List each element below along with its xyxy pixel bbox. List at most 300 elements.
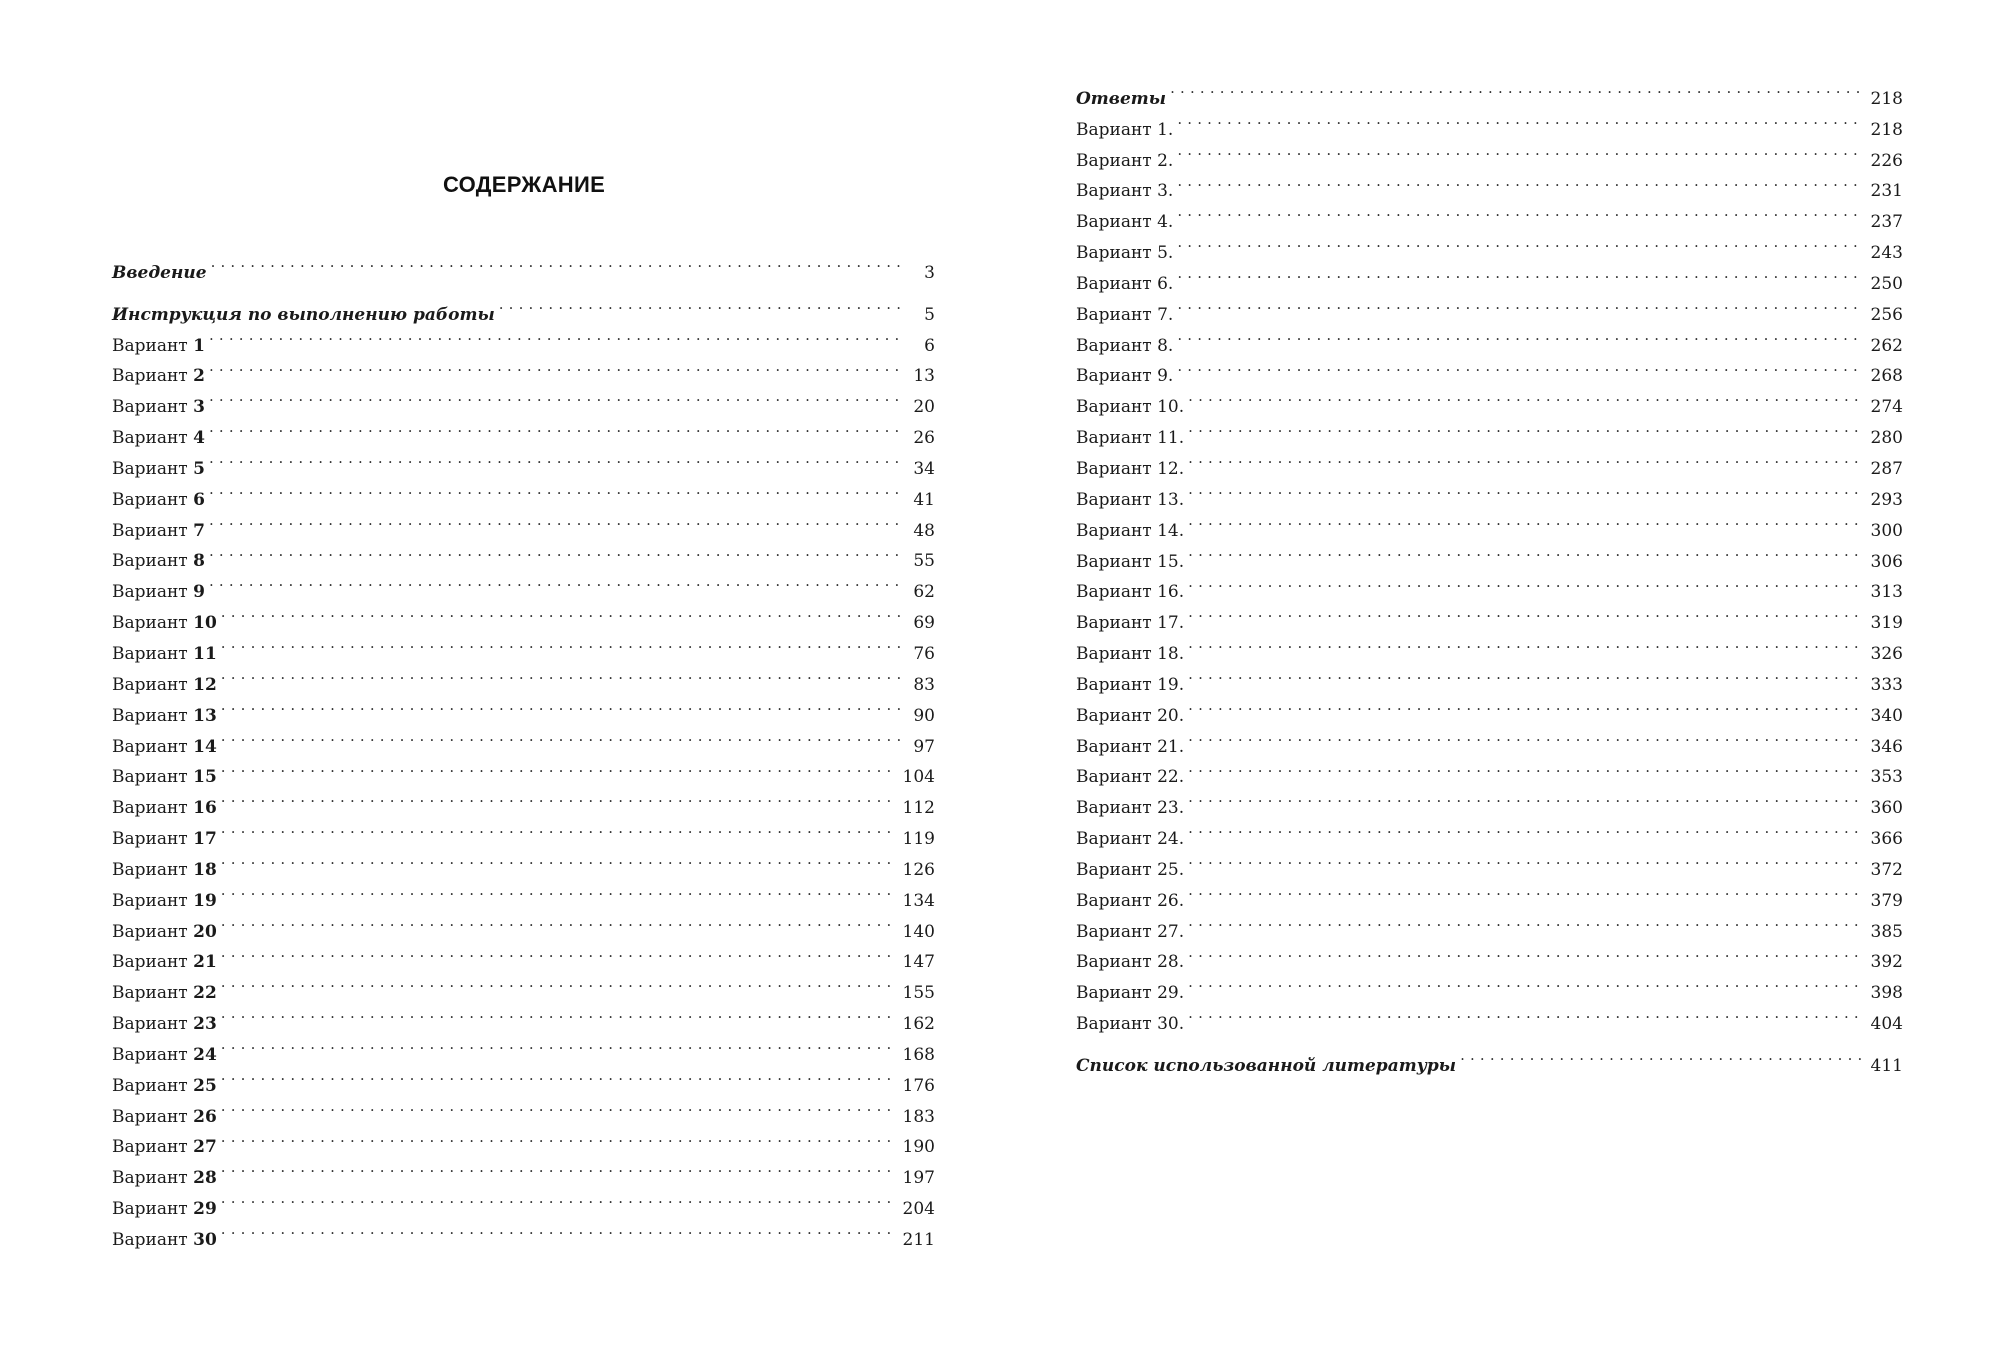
dot-leader: [209, 412, 903, 443]
toc-entry-prefix: Вариант: [112, 1168, 188, 1189]
toc-entry-prefix: Вариант: [112, 643, 188, 664]
toc-page-number: 353: [1870, 767, 1903, 788]
toc-page-number: 243: [1870, 243, 1903, 264]
toc-entry[interactable]: [1076, 258, 1903, 294]
toc-entry-label: [112, 793, 221, 824]
toc-page-number: 268: [1870, 366, 1903, 387]
toc-page-number: 262: [1870, 335, 1903, 356]
dot-leader: [1177, 227, 1860, 258]
toc-entry-number: 21: [193, 952, 217, 973]
toc-entry-number: 25: [193, 1075, 217, 1096]
dot-leader: [221, 937, 893, 968]
dot-leader: [1177, 196, 1860, 227]
toc-entry[interactable]: [112, 906, 935, 942]
toc-entry-number: 24: [193, 1044, 217, 1065]
toc-entry-label: [112, 1009, 221, 1040]
toc-page-number: 346: [1870, 736, 1903, 757]
toc-entry[interactable]: [112, 1183, 935, 1220]
dot-leader: [1188, 536, 1860, 567]
toc-entry-label: Вариант 23.: [1076, 798, 1185, 819]
toc-page-number: 3: [924, 262, 935, 283]
toc-entry-label: [112, 824, 221, 855]
toc-page-number: 90: [913, 705, 935, 726]
toc-entry[interactable]: [1076, 505, 1903, 541]
toc-entry-label: Вариант 13.: [1076, 489, 1185, 510]
dot-leader: [221, 1152, 893, 1183]
toc-entry[interactable]: [1076, 906, 1903, 942]
dot-leader: [1177, 258, 1860, 289]
toc-entry-label: [112, 917, 221, 948]
dot-leader: [221, 1029, 893, 1060]
toc-entry[interactable]: [112, 752, 935, 788]
toc-entry-number: 27: [193, 1137, 217, 1158]
toc-entry[interactable]: [1076, 998, 1903, 1035]
dot-leader: [1177, 351, 1860, 382]
dot-leader: [221, 752, 893, 783]
toc-entry[interactable]: [1076, 813, 1903, 850]
toc-page-number: 5: [924, 304, 935, 325]
toc-section-entry[interactable]: [1076, 73, 1903, 109]
toc-entry-number: 14: [193, 736, 217, 757]
dot-leader: [1188, 998, 1860, 1029]
toc-entry-prefix: Вариант: [112, 1075, 188, 1096]
dot-leader: [1188, 474, 1860, 505]
toc-page-number: 340: [1870, 705, 1903, 726]
toc-entry-label: [112, 1132, 221, 1163]
toc-entry-label: Вариант 20.: [1076, 705, 1185, 726]
toc-entry[interactable]: [112, 474, 935, 510]
toc-entry-label: Вариант 2.: [1076, 150, 1174, 171]
toc-entry[interactable]: [1076, 320, 1903, 356]
toc-entry-number: 11: [193, 643, 217, 664]
dot-leader: [1188, 813, 1860, 844]
toc-entry[interactable]: [112, 1060, 935, 1096]
toc-page-number: 126: [902, 859, 935, 880]
toc-entry[interactable]: [1076, 875, 1903, 911]
toc-entry[interactable]: [112, 351, 935, 387]
toc-page-number: 83: [913, 674, 935, 695]
toc-page-number: 176: [902, 1075, 935, 1096]
toc-entry-label: Вариант 5.: [1076, 243, 1174, 264]
toc-entry[interactable]: [112, 320, 935, 356]
dot-leader: [221, 1183, 893, 1214]
toc-entry-prefix: Вариант: [112, 397, 188, 418]
toc-page-number: 218: [1870, 88, 1903, 109]
toc-page-number: 183: [902, 1106, 935, 1127]
dot-leader: [1188, 597, 1860, 628]
toc-entry-label: Вариант 10.: [1076, 397, 1185, 418]
dot-leader: [221, 875, 893, 906]
toc-entry-label: Вариант 9.: [1076, 366, 1174, 387]
toc-entry[interactable]: [1076, 474, 1903, 510]
dot-leader: [1188, 381, 1860, 412]
dot-leader: [221, 906, 893, 937]
toc-entry-prefix: Вариант: [112, 674, 188, 695]
toc-section-entry[interactable]: [112, 247, 935, 283]
toc-entry-label: Вариант 18.: [1076, 644, 1185, 665]
toc-entry-label: [112, 762, 221, 793]
dot-leader: [221, 1122, 893, 1153]
toc-page-right: [1000, 0, 2000, 1350]
toc-entry-label: [112, 1225, 221, 1256]
toc-entry-number: 20: [193, 921, 217, 942]
toc-entry[interactable]: [1076, 597, 1903, 634]
dot-leader: [1188, 782, 1860, 813]
toc-entry[interactable]: [112, 443, 935, 479]
toc-section-entry[interactable]: [112, 289, 935, 325]
toc-entry-label: Вариант 17.: [1076, 613, 1185, 634]
dot-leader: [211, 247, 903, 278]
toc-entry-prefix: Вариант: [112, 335, 188, 356]
toc-page-number: 319: [1870, 613, 1903, 634]
toc-entry-prefix: Вариант: [112, 1014, 188, 1035]
toc-entry[interactable]: [112, 505, 935, 541]
toc-entry-label: [112, 423, 209, 454]
toc-entry-number: 4: [193, 428, 205, 449]
toc-entry-prefix: Вариант: [112, 428, 188, 449]
dot-leader: [1188, 690, 1860, 721]
toc-entry-label: [112, 361, 209, 392]
toc-entry-prefix: Вариант: [112, 582, 188, 603]
toc-entry-prefix: Вариант: [112, 551, 188, 572]
toc-page-number: 112: [902, 798, 935, 819]
toc-entry-label: Вариант 22.: [1076, 767, 1185, 788]
toc-entry-number: 5: [193, 458, 205, 479]
toc-page-number: 20: [913, 397, 935, 418]
toc-page-number: 55: [913, 551, 935, 572]
dot-leader: [1188, 628, 1860, 659]
toc-page-number: 134: [902, 890, 935, 911]
toc-entry[interactable]: [1076, 351, 1903, 387]
toc-entry-prefix: Вариант: [112, 983, 188, 1004]
dot-leader: [221, 659, 903, 690]
toc-entry-number: 7: [193, 520, 205, 541]
toc-entry[interactable]: [1076, 381, 1903, 418]
toc-entry[interactable]: [1076, 659, 1903, 695]
toc-entry[interactable]: [1076, 412, 1903, 449]
toc-entry[interactable]: [112, 412, 935, 449]
toc-entry-label: Инструкция по выполнению работы: [112, 304, 495, 325]
toc-page-number: 162: [902, 1014, 935, 1035]
toc-entry[interactable]: [112, 1122, 935, 1158]
toc-entry[interactable]: [1076, 567, 1903, 603]
toc-page-number: 218: [1870, 119, 1903, 140]
toc-entry-label: Вариант 16.: [1076, 582, 1185, 603]
dot-leader: [1177, 289, 1860, 320]
dot-leader: [209, 505, 903, 536]
toc-list-left: [112, 247, 935, 1250]
toc-entry-label: Вариант 15.: [1076, 551, 1185, 572]
dot-leader: [209, 443, 903, 474]
dot-leader: [221, 1060, 893, 1091]
toc-entry-prefix: Вариант: [112, 1137, 188, 1158]
toc-entry[interactable]: [112, 721, 935, 757]
toc-entry[interactable]: [1076, 690, 1903, 726]
toc-page-number: 360: [1870, 798, 1903, 819]
toc-entry[interactable]: [1076, 289, 1903, 325]
toc-entry-label: [112, 454, 209, 485]
dot-leader: [221, 628, 903, 659]
toc-entry-label: [112, 855, 221, 886]
toc-page-number: 76: [913, 643, 935, 664]
toc-entry[interactable]: [1076, 196, 1903, 233]
dot-leader: [1177, 104, 1860, 135]
toc-page-number: 287: [1870, 458, 1903, 479]
toc-entry-label: Вариант 6.: [1076, 273, 1174, 294]
toc-entry-prefix: Вариант: [112, 736, 188, 757]
toc-page-number: 104: [902, 767, 935, 788]
toc-entry-prefix: Вариант: [112, 1230, 188, 1250]
toc-entry-prefix: Вариант: [112, 798, 188, 819]
toc-entry-label: [112, 1163, 221, 1194]
dot-leader: [209, 474, 903, 505]
toc-entry-label: Вариант 3.: [1076, 181, 1174, 202]
toc-entry-label: [112, 1040, 221, 1071]
toc-page-number: 41: [913, 489, 935, 510]
toc-entry[interactable]: [1076, 752, 1903, 788]
toc-page-number: 326: [1870, 644, 1903, 665]
toc-page-number: 168: [902, 1044, 935, 1065]
toc-entry[interactable]: [112, 1029, 935, 1065]
toc-page-number: 385: [1870, 921, 1903, 942]
toc-entry-label: Вариант 19.: [1076, 674, 1185, 695]
toc-page-number: 97: [913, 736, 935, 757]
toc-entry[interactable]: [112, 937, 935, 973]
toc-entry[interactable]: [1076, 967, 1903, 1004]
toc-entry-label: [112, 546, 209, 577]
toc-entry[interactable]: [1076, 104, 1903, 140]
toc-entry-label: [112, 331, 209, 362]
dot-leader: [1188, 412, 1860, 443]
toc-page-number: 280: [1870, 428, 1903, 449]
toc-page-number: 140: [902, 921, 935, 942]
toc-entry-label: Вариант 27.: [1076, 921, 1185, 942]
toc-page-number: 48: [913, 520, 935, 541]
toc-page-number: 155: [902, 983, 935, 1004]
toc-entry-label: Вариант 28.: [1076, 952, 1185, 973]
toc-entry[interactable]: [1076, 844, 1903, 880]
toc-entry-label: [112, 670, 221, 701]
dot-leader: [209, 536, 903, 567]
toc-entry-label: [112, 978, 221, 1009]
toc-entry-number: 23: [193, 1014, 217, 1035]
toc-entry[interactable]: [112, 566, 935, 603]
toc-entry[interactable]: [1076, 628, 1903, 665]
toc-entry-label: Вариант 29.: [1076, 983, 1185, 1004]
toc-page-number: 300: [1870, 520, 1903, 541]
toc-entry-prefix: Вариант: [112, 952, 188, 973]
toc-entry[interactable]: [1076, 443, 1903, 479]
toc-entry-number: 16: [193, 798, 217, 819]
toc-entry-label: Вариант 24.: [1076, 829, 1185, 850]
toc-entry-label: Вариант 11.: [1076, 428, 1185, 449]
toc-entry-number: 22: [193, 983, 217, 1004]
toc-entry-number: 6: [193, 489, 205, 510]
toc-entry-number: 9: [193, 582, 205, 603]
toc-page-number: 6: [924, 335, 935, 356]
dot-leader: [209, 566, 903, 597]
toc-entry-label: Вариант 21.: [1076, 736, 1185, 757]
toc-entry[interactable]: [1076, 166, 1903, 202]
toc-entry[interactable]: [112, 998, 935, 1035]
toc-entry[interactable]: [1076, 937, 1903, 973]
toc-entry[interactable]: [112, 628, 935, 664]
toc-entry-label: Вариант 30.: [1076, 1014, 1185, 1035]
toc-page-number: 333: [1870, 674, 1903, 695]
toc-entry-prefix: Вариант: [112, 366, 188, 387]
toc-page-number: 306: [1870, 551, 1903, 572]
toc-page-number: 372: [1870, 859, 1903, 880]
toc-entry-prefix: Вариант: [112, 705, 188, 726]
toc-entry-label: Список использованной литературы: [1076, 1056, 1457, 1076]
toc-page-number: 190: [902, 1137, 935, 1158]
dot-leader: [1188, 844, 1860, 875]
toc-page-number: 398: [1870, 983, 1903, 1004]
toc-entry-prefix: Вариант: [112, 890, 188, 911]
toc-entry[interactable]: [112, 597, 935, 634]
dot-leader: [221, 721, 903, 752]
page-title: СОДЕРЖАНИЕ: [443, 172, 606, 197]
toc-entry[interactable]: [112, 1214, 935, 1250]
toc-entry-number: 30: [193, 1230, 217, 1250]
toc-entry-label: [112, 947, 221, 978]
toc-page-number: 366: [1870, 829, 1903, 850]
toc-entry-label: Вариант 12.: [1076, 458, 1185, 479]
dot-leader: [221, 844, 893, 875]
toc-page-number: 34: [913, 458, 935, 479]
toc-entry[interactable]: [1076, 782, 1903, 819]
toc-entry-label: [112, 608, 221, 639]
dot-leader: [221, 597, 903, 628]
toc-entry-label: [112, 886, 221, 917]
toc-page-number: 404: [1870, 1014, 1903, 1035]
toc-entry-label: [112, 732, 221, 763]
dot-leader: [1188, 967, 1860, 998]
dot-leader: [221, 1091, 893, 1122]
toc-entry-label: [112, 701, 221, 732]
toc-entry[interactable]: [112, 1091, 935, 1127]
dot-leader: [1177, 135, 1860, 166]
toc-entry[interactable]: [112, 875, 935, 911]
toc-entry[interactable]: [112, 690, 935, 726]
toc-entry-label: Вариант 7.: [1076, 304, 1174, 325]
toc-entry-number: 18: [193, 859, 217, 880]
dot-leader: [1188, 721, 1860, 752]
toc-entry-number: 28: [193, 1168, 217, 1189]
dot-leader: [1188, 659, 1860, 690]
toc-page-number: 411: [1870, 1056, 1903, 1076]
toc-entry-prefix: Вариант: [112, 613, 188, 634]
toc-page-number: 392: [1870, 952, 1903, 973]
toc-entry-label: [112, 485, 209, 516]
dot-leader: [209, 381, 903, 412]
toc-page-number: 211: [902, 1230, 935, 1250]
dot-leader: [221, 967, 893, 998]
toc-entry-number: 1: [193, 335, 205, 356]
toc-entry-label: Введение: [112, 262, 207, 283]
toc-entry-number: 29: [193, 1199, 217, 1220]
toc-entry-prefix: Вариант: [112, 829, 188, 850]
toc-entry-label: Вариант 14.: [1076, 520, 1185, 541]
dot-leader: [1460, 1040, 1860, 1071]
toc-page-number: 13: [913, 366, 935, 387]
dot-leader: [1177, 166, 1860, 197]
toc-entry-number: 3: [193, 397, 205, 418]
toc-entry-label: Вариант 4.: [1076, 212, 1174, 233]
dot-leader: [221, 690, 903, 721]
dot-leader: [1188, 752, 1860, 783]
toc-page-number: 274: [1870, 397, 1903, 418]
toc-page-number: 26: [913, 428, 935, 449]
toc-entry[interactable]: [1076, 227, 1903, 264]
toc-page-number: 379: [1870, 890, 1903, 911]
toc-entry-number: 8: [193, 551, 205, 572]
toc-entry[interactable]: [112, 813, 935, 850]
toc-entry[interactable]: [112, 381, 935, 418]
toc-entry[interactable]: [112, 1152, 935, 1189]
toc-entry-number: 17: [193, 829, 217, 850]
toc-entry-number: 19: [193, 890, 217, 911]
toc-entry-label: [112, 392, 209, 423]
dot-leader: [1188, 567, 1860, 598]
toc-entry[interactable]: [112, 536, 935, 572]
dot-leader: [221, 813, 893, 844]
dot-leader: [1188, 443, 1860, 474]
toc-entry-number: 13: [193, 705, 217, 726]
toc-page-number: 313: [1870, 582, 1903, 603]
toc-entry-prefix: Вариант: [112, 458, 188, 479]
toc-entry-prefix: Вариант: [112, 1106, 188, 1127]
dot-leader: [221, 782, 893, 813]
toc-entry[interactable]: [112, 782, 935, 819]
toc-entry[interactable]: [1076, 135, 1903, 171]
toc-entry-prefix: Вариант: [112, 489, 188, 510]
dot-leader: [1188, 937, 1860, 968]
toc-entry-label: Вариант 8.: [1076, 335, 1174, 356]
toc-entry-number: 12: [193, 674, 217, 695]
dot-leader: [221, 1214, 893, 1245]
toc-page-number: 250: [1870, 273, 1903, 294]
toc-page-number: 69: [913, 613, 935, 634]
toc-page-number: 237: [1870, 212, 1903, 233]
toc-page-number: 197: [902, 1168, 935, 1189]
toc-page-number: 147: [902, 952, 935, 973]
toc-section-entry[interactable]: [1076, 1040, 1903, 1076]
dot-leader: [209, 320, 903, 351]
toc-entry-prefix: Вариант: [112, 520, 188, 541]
toc-page-number: 293: [1870, 489, 1903, 510]
dot-leader: [221, 998, 893, 1029]
dot-leader: [499, 289, 903, 320]
toc-entry[interactable]: [112, 967, 935, 1004]
toc-entry[interactable]: [1076, 536, 1903, 572]
toc-entry-prefix: Вариант: [112, 1044, 188, 1065]
toc-entry-label: Вариант 25.: [1076, 859, 1185, 880]
toc-entry[interactable]: [112, 659, 935, 695]
toc-entry-prefix: Вариант: [112, 859, 188, 880]
toc-entry[interactable]: [112, 844, 935, 880]
dot-leader: [209, 351, 903, 382]
toc-entry-label: [112, 1194, 221, 1225]
toc-entry[interactable]: [1076, 721, 1903, 757]
toc-entry-prefix: Вариант: [112, 1199, 188, 1220]
toc-entry-number: 26: [193, 1106, 217, 1127]
toc-entry-label: [112, 1102, 221, 1133]
toc-entry-label: Ответы: [1076, 88, 1167, 109]
toc-page-number: 204: [902, 1199, 935, 1220]
toc-page-number: 62: [913, 582, 935, 603]
toc-page-number: 226: [1870, 150, 1903, 171]
